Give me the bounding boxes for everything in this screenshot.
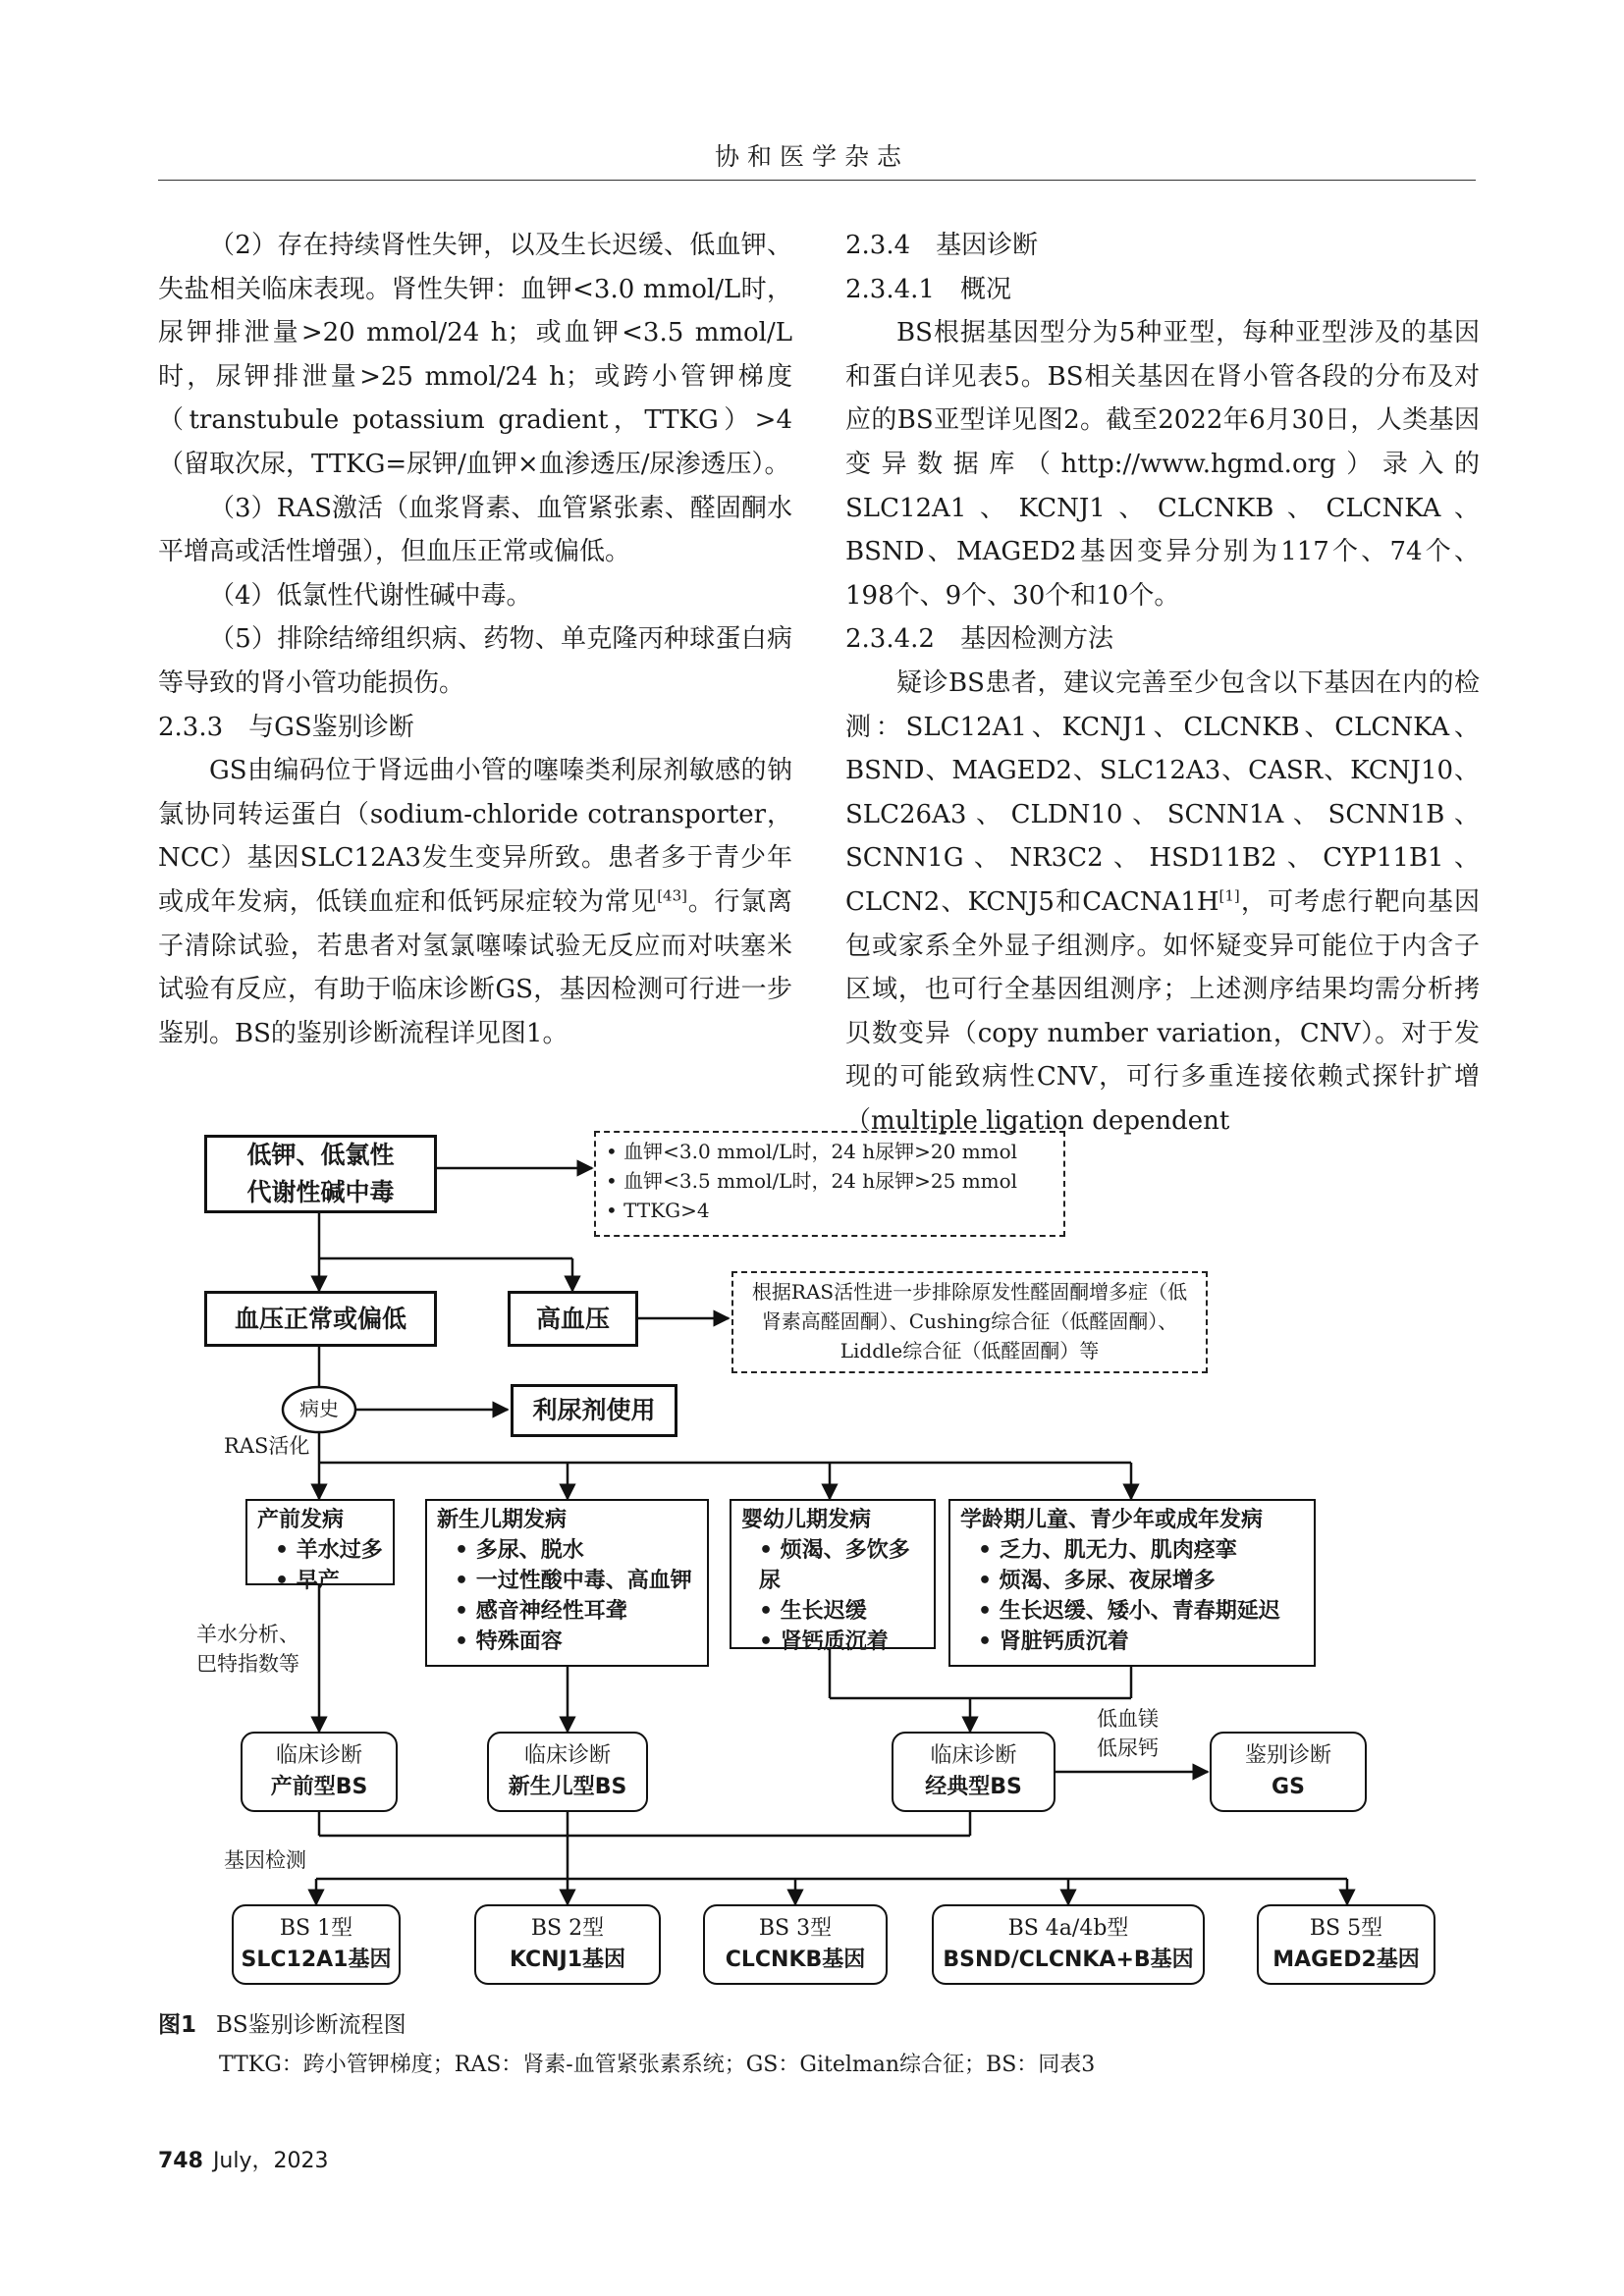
gene-box-bs1: BS 1型 SLC12A1基因 (232, 1904, 401, 1985)
stage-title: 学龄期儿童、青少年或成年发病 (960, 1508, 1264, 1532)
diuretic-box: 利尿剂使用 (511, 1384, 677, 1437)
criterion-2: （2）存在持续肾性失钾，以及生长迟缓、低血钾、失盐相关临床表现。肾性失钾：血钾<3.0 mmol/L时，尿钾排泄量>20 mmol/24 h；或血钾<3.5 mmol/L时，尿钾排泄量>25 mmol/24 h；或跨小管钾梯度（transtubule potassium gradient，TTKG）>4（留取次尿，TTKG=尿钾/血钾×血渗透压/尿渗透压）。 (158, 231, 792, 479)
page-number: 748 (158, 2149, 203, 2173)
gs-text-pre: GS由编码位于肾远曲小管的噻嗪类利尿剂敏感的钠氯协同转运蛋白（sodium-chloride cotransporter，NCC）基因SLC12A3发生变异所致。患者多于青少年或成年发病，低镁血症和低钙尿症较为常见 (158, 756, 792, 917)
stage-item: • 乏力、肌无力、肌肉痉挛 (978, 1538, 1237, 1563)
criteria-item: • 血钾<3.0 mmol/L时，24 h尿钾>20 mmol (606, 1140, 1018, 1163)
clinical-classic-box: 临床诊断 经典型BS (892, 1732, 1056, 1812)
gene-box-bs3: BS 3型 CLCNKB基因 (703, 1904, 888, 1985)
history-label: 病史 (299, 1397, 339, 1420)
journal-title: 协和医学杂志 (714, 142, 909, 171)
stage-item: • 羊水过多 (275, 1538, 383, 1563)
criteria-box (594, 1131, 1065, 1237)
start-box (204, 1135, 437, 1213)
figure-note: TTKG：跨小管钾梯度；RAS：肾素-血管紧张素系统；GS：Gitelman综合征；BS：同表3 (219, 2053, 1096, 2077)
stage-title: 产前发病 (257, 1508, 345, 1532)
start-line-2: 代谢性碱中毒 (246, 1178, 395, 1206)
section-heading-2341: 2.3.4.1 概况 (845, 274, 1011, 304)
citation[interactable]: [1] (1218, 886, 1240, 905)
criterion-3: （3）RAS激活（血浆肾素、血管紧张素、醛固酮水平增高或活性增强），但血压正常或偏低。 (158, 493, 792, 567)
stage-item: • 肾脏钙质沉着 (978, 1629, 1129, 1654)
stage-adult (948, 1499, 1316, 1667)
stage-item: • 生长迟缓、矮小、青春期延迟 (978, 1599, 1280, 1624)
gene-testing-label: 基因检测 (224, 1848, 306, 1872)
gene-box-bs5: BS 5型 MAGED2基因 (1257, 1904, 1435, 1985)
stage-item: • 一过性酸中毒、高血钾 (455, 1569, 692, 1593)
stage-item: • 肾钙质沉着 (759, 1629, 889, 1654)
clinical-prenatal-box: 临床诊断 产前型BS (241, 1732, 398, 1812)
differential-gs-box: 鉴别诊断 GS (1210, 1732, 1367, 1812)
stage-infant (730, 1499, 936, 1654)
hypertension-note: 根据RAS活性进一步排除原发性醛固酮增多症（低肾素高醛固酮）、Cushing综合征（低醛固酮）、Liddle综合征（低醛固酮）等 (731, 1271, 1208, 1373)
gene-box-bs2: BS 2型 KCNJ1基因 (474, 1904, 661, 1985)
start-line-1: 低钾、低氯性 (246, 1141, 395, 1169)
amniotic-label: 羊水分析、 巴特指数等 (196, 1623, 299, 1676)
stage-title: 婴幼儿期发病 (741, 1508, 872, 1532)
method-text-pre: 疑诊BS患者，建议完善至少包含以下基因在内的检测：SLC12A1、KCNJ1、CLCNKB、CLCNKA、BSND、MAGED2、SLC12A3、CASR、KCNJ10、SLC26A3、CLDN10、SCNN1A、SCNN1B、SCNN1G、NR3C2、HSD11B2、CYP11B1、CLCN2、KCNJ5和CACNA1H (845, 667, 1480, 917)
stage-neonatal (425, 1499, 709, 1667)
figure-caption (158, 2009, 406, 2041)
clinical-neonatal-box: 临床诊断 新生儿型BS (487, 1732, 648, 1812)
figure-title: BS鉴别诊断流程图 (216, 2012, 406, 2038)
stage-item: • 特殊面容 (455, 1629, 563, 1654)
gs-label: 低血镁 低尿钙 (1097, 1707, 1159, 1760)
stage-item: • 烦渴、多饮多尿 (759, 1538, 910, 1593)
stage-item: • 早产 (275, 1569, 340, 1593)
ras-label: RAS活化 (224, 1434, 310, 1458)
section-heading-2342: 2.3.4.2 基因检测方法 (845, 624, 1113, 655)
stage-item: • 烦渴、多尿、夜尿增多 (978, 1569, 1216, 1593)
bp-normal-box: 血压正常或偏低 (204, 1291, 437, 1347)
gene-box-bs4: BS 4a/4b型 BSND/CLCNKA+B基因 (932, 1904, 1205, 1985)
issue-date: July，2023 (212, 2149, 329, 2173)
method-text-post: ，可考虑行靶向基因包或家系全外显子组测序。如怀疑变异可能位于内含子区域，也可行全基因组测序；上述测序结果均需分析拷贝数变异（copy number variation，CNV）。对于发现的可能致病性CNV，可行多重连接依赖式探针扩增（multiple ligation dependent (845, 886, 1480, 1136)
stage-item: • 多尿、脱水 (455, 1538, 584, 1563)
hypertension-box: 高血压 (508, 1291, 638, 1347)
criteria-item: • 血钾<3.5 mmol/L时，24 h尿钾>25 mmol (606, 1169, 1018, 1193)
stage-title: 新生儿期发病 (437, 1508, 568, 1532)
stage-prenatal (245, 1499, 395, 1593)
page-footer (158, 2144, 329, 2174)
stage-item: • 生长迟缓 (759, 1599, 867, 1624)
criteria-item: • TTKG>4 (606, 1199, 710, 1222)
section-heading-233: 2.3.3 与GS鉴别诊断 (158, 712, 414, 742)
criterion-4: （4）低氯性代谢性碱中毒。 (209, 580, 532, 611)
figure-label: 图1 (158, 2012, 197, 2038)
stage-item: • 感音神经性耳聋 (455, 1599, 627, 1624)
criterion-5: （5）排除结缔组织病、药物、单克隆丙种球蛋白病等导致的肾小管功能损伤。 (158, 624, 792, 698)
overview-paragraph: BS根据基因型分为5种亚型，每种亚型涉及的基因和蛋白详见表5。BS相关基因在肾小管各段的分布及对应的BS亚型详见图2。截至2022年6月30日，人类基因变异数据库（http://www.hgmd.org）录入的SLC12A1、KCNJ1、CLCNKB、CLCNKA、BSND、MAGED2基因变异分别为117个、74个、198个、9个、30个和10个。 (845, 318, 1480, 611)
section-heading-234: 2.3.4 基因诊断 (845, 231, 1039, 260)
gs-text-post: 。行氯离子清除试验，若患者对氢氯噻嗪试验无反应而对呋塞米试验有反应，有助于临床诊断GS，基因检测可行进一步鉴别。BS的鉴别诊断流程详见图1。 (158, 886, 792, 1048)
citation[interactable]: [43] (657, 886, 687, 905)
